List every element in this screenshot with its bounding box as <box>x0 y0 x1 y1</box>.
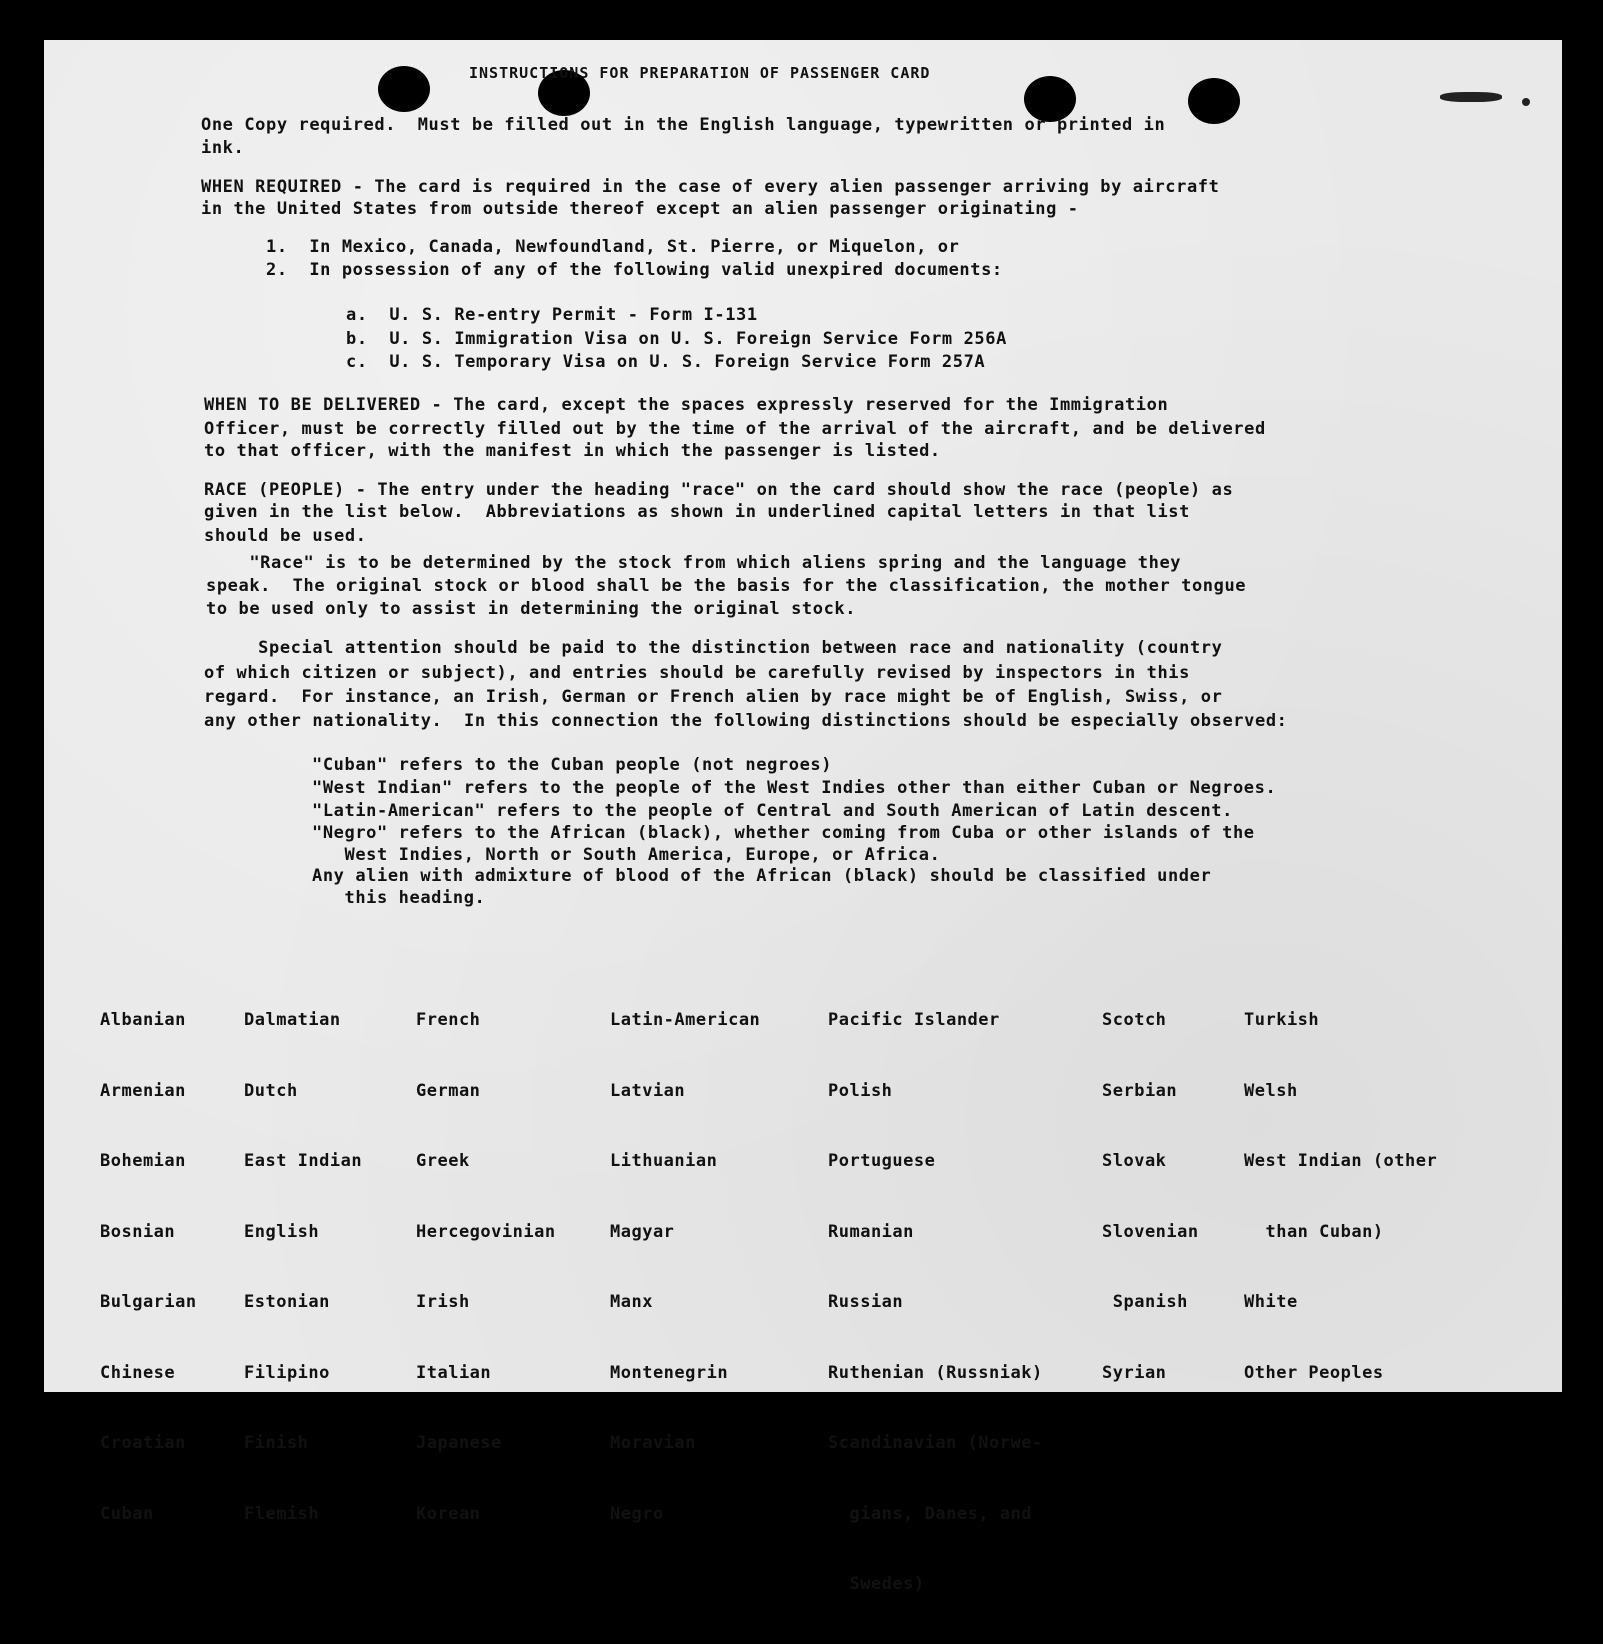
special-attention-line: of which citizen or subject), and entries should be carefully revised by inspectors in this <box>204 663 1190 683</box>
race-name: German <box>416 1080 481 1101</box>
race-line: given in the list below. Abbreviations as shown in underlined capital letters in that list <box>204 502 1190 522</box>
distinction-line: "Negro" refers to the African (black), whether coming from Cuba or other islands of the <box>312 823 1255 843</box>
race-list-column <box>828 962 1043 1644</box>
race-name: Polish <box>828 1080 893 1101</box>
race-name: Serbian <box>1102 1080 1178 1101</box>
ink-smudge <box>1440 92 1502 102</box>
race-name: Greek <box>416 1151 470 1171</box>
when-required-line: WHEN REQUIRED - The card is required in the case of every alien passenger arriving by aircraft <box>201 177 1220 197</box>
race-name: Hercegovinian <box>416 1221 556 1242</box>
race-name: Flemish <box>244 1503 320 1524</box>
race-name: Montenegrin <box>610 1362 729 1383</box>
intro-line: ink. <box>201 138 245 158</box>
when-required-line: in the United States from outside thereof except an alien passenger originating - <box>201 199 1079 219</box>
race-name: Negro <box>610 1503 664 1524</box>
race-list-column <box>1102 962 1199 1432</box>
special-attention-line: Special attention should be paid to the distinction between race and nationality (country <box>204 638 1223 658</box>
race-definition-line: "Race" is to be determined by the stock from which aliens spring and the language they <box>206 553 1182 573</box>
special-attention-line: regard. For instance, an Irish, German or French alien by race might be of English, Swiss, or <box>204 687 1223 707</box>
ink-smudge <box>1522 98 1530 106</box>
page-title: INSTRUCTIONS FOR PREPARATION OF PASSENGER CARD <box>469 64 931 82</box>
race-name: Welsh <box>1244 1080 1298 1101</box>
race-name: Latin-American <box>610 1010 761 1030</box>
race-name: Manx <box>610 1292 653 1312</box>
race-name: Estonian <box>244 1292 330 1312</box>
race-line: should be used. <box>204 526 367 546</box>
race-name: Spanish <box>1102 1292 1188 1312</box>
race-name: Portuguese <box>828 1151 936 1171</box>
race-name: Cuban <box>100 1503 154 1524</box>
race-name: West Indian (other <box>1244 1151 1438 1171</box>
punch-hole <box>378 66 430 112</box>
race-name: Latvian <box>610 1080 686 1101</box>
distinction-line: "West Indian" refers to the people of the West Indies other than either Cuban or Negroes. <box>312 778 1277 798</box>
race-name: than Cuban) <box>1244 1221 1384 1242</box>
race-name: Albanian <box>100 1010 186 1030</box>
exception-item: 1. In Mexico, Canada, Newfoundland, St. Pierre, or Miquelon, or <box>266 237 960 257</box>
race-list-column <box>244 962 362 1573</box>
distinction-line: Any alien with admixture of blood of the African (black) should be classified under <box>312 866 1212 886</box>
race-name: English <box>244 1221 320 1242</box>
race-name: Chinese <box>100 1362 176 1383</box>
race-list-column <box>1244 962 1437 1432</box>
race-name: Slovak <box>1102 1151 1167 1171</box>
race-name: White <box>1244 1292 1298 1312</box>
race-definition-line: speak. The original stock or blood shall be the basis for the classification, the mother tongue <box>206 576 1247 596</box>
race-name: Bulgarian <box>100 1292 197 1312</box>
distinction-line: "Latin-American" refers to the people of Central and South American of Latin descent. <box>312 801 1233 821</box>
race-name: Filipino <box>244 1362 330 1383</box>
distinction-line: West Indies, North or South America, Europe, or Africa. <box>312 845 941 865</box>
punch-hole <box>1188 78 1240 124</box>
race-list-column <box>610 962 760 1573</box>
race-name: Japanese <box>416 1433 502 1453</box>
race-name: Irish <box>416 1292 470 1312</box>
special-attention-line: any other nationality. In this connection the following distinctions should be especially observed: <box>204 711 1288 731</box>
when-delivered-line: Officer, must be correctly filled out by the time of the arrival of the aircraft, and be delivered <box>204 419 1266 439</box>
distinction-line: this heading. <box>312 888 486 908</box>
when-delivered-line: to that officer, with the manifest in which the passenger is listed. <box>204 441 941 461</box>
race-name: Scotch <box>1102 1010 1167 1030</box>
race-name: Dutch <box>244 1080 298 1101</box>
race-name: French <box>416 1010 481 1030</box>
race-list-column <box>100 962 197 1573</box>
race-name: Korean <box>416 1503 481 1524</box>
exception-item: 2. In possession of any of the following valid unexpired documents: <box>266 260 1003 280</box>
race-name: Syrian <box>1102 1362 1167 1383</box>
race-name: Italian <box>416 1362 492 1383</box>
race-name: Russian <box>828 1292 904 1312</box>
when-delivered-line: WHEN TO BE DELIVERED - The card, except the spaces expressly reserved for the Immigration <box>204 395 1169 415</box>
race-line: RACE (PEOPLE) - The entry under the heading "race" on the card should show the race (people) as <box>204 480 1234 500</box>
document-item: c. U. S. Temporary Visa on U. S. Foreign Service Form 257A <box>346 352 986 372</box>
document-item: a. U. S. Re-entry Permit - Form I-131 <box>346 305 758 325</box>
race-name: Moravian <box>610 1433 696 1453</box>
race-name: Dalmatian <box>244 1010 341 1030</box>
race-name: Scandinavian (Norwe- <box>828 1433 1043 1453</box>
race-name: Swedes) <box>828 1574 925 1594</box>
race-name: gians, Danes, and <box>828 1503 1032 1524</box>
race-name: Armenian <box>100 1080 186 1101</box>
race-name: Turkish <box>1244 1010 1320 1030</box>
race-name: Rumanian <box>828 1221 914 1242</box>
race-name: Bosnian <box>100 1221 176 1242</box>
race-list-column <box>416 962 556 1573</box>
distinction-line: "Cuban" refers to the Cuban people (not negroes) <box>312 755 833 775</box>
race-definition-line: to be used only to assist in determining the original stock. <box>206 599 857 619</box>
race-name: East Indian <box>244 1151 363 1171</box>
race-name: Magyar <box>610 1221 675 1242</box>
race-name: Bohemian <box>100 1151 186 1171</box>
race-name: Lithuanian <box>610 1151 718 1171</box>
race-name: Other Peoples <box>1244 1362 1384 1383</box>
document-item: b. U. S. Immigration Visa on U. S. Foreign Service Form 256A <box>346 329 1007 349</box>
race-name: Ruthenian (Russniak) <box>828 1362 1043 1383</box>
race-name: Finish <box>244 1433 309 1453</box>
intro-line: One Copy required. Must be filled out in the English language, typewritten or printed in <box>201 115 1166 135</box>
race-name: Pacific Islander <box>828 1010 1000 1030</box>
race-name: Slovenian <box>1102 1221 1199 1242</box>
race-name: Croatian <box>100 1433 186 1453</box>
document-page <box>44 40 1562 1594</box>
